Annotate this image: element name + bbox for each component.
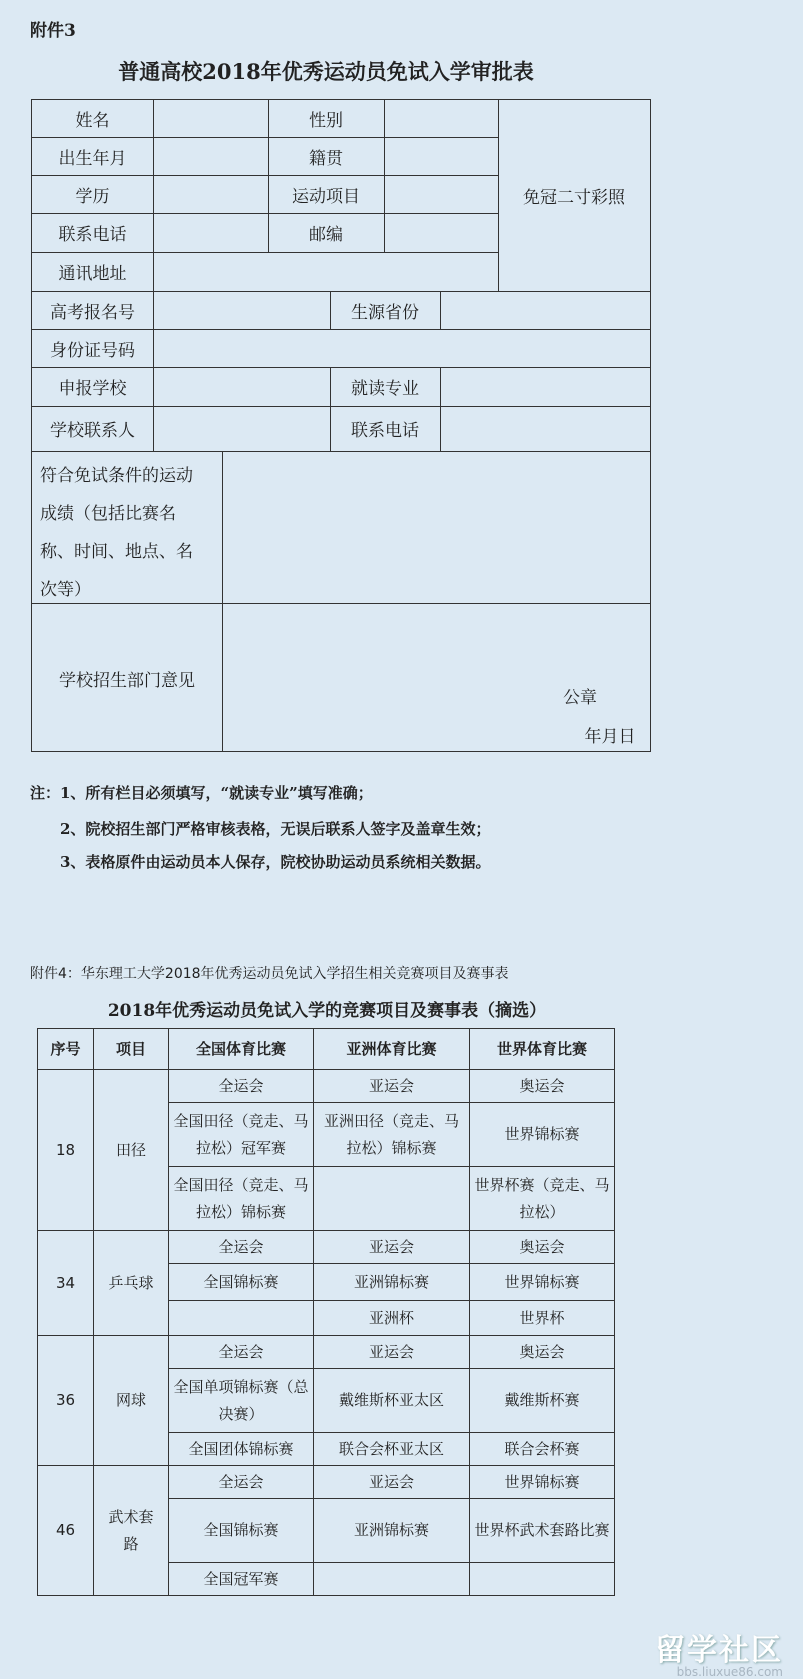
national-event: 全国锦标赛 (169, 1264, 314, 1301)
note-2: 2、院校招生部门严格审核表格，无误后联系人签字及盖章生效； (60, 820, 491, 838)
native-place-label: 籍贯 (309, 148, 343, 169)
national-event: 全运会 (169, 1466, 314, 1499)
note-1: 注：1、所有栏目必须填写，“就读专业”填写准确； (30, 784, 373, 802)
world-event: 戴维斯杯赛 (470, 1369, 615, 1433)
world-event: 世界锦标赛 (470, 1103, 615, 1167)
achievement-line: 成绩（包括比赛名 (40, 504, 176, 524)
approval-form-table (31, 99, 651, 752)
header-national: 全国体育比赛 (169, 1029, 314, 1070)
sport-name: 乒乓球 (94, 1231, 169, 1336)
world-event: 世界锦标赛 (470, 1466, 615, 1499)
note-3: 3、表格原件由运动员本人保存，院校协助运动员系统相关数据。 (60, 853, 491, 871)
national-event: 全国团体锦标赛 (169, 1433, 314, 1466)
apply-school-label: 申报学校 (58, 379, 127, 399)
photo-placeholder: 免冠二寸彩照 (523, 188, 625, 208)
form-title: 普通高校2018年优秀运动员免试入学审批表 (118, 59, 534, 84)
world-event: 世界锦标赛 (470, 1264, 615, 1301)
sport-name: 田径 (94, 1070, 169, 1231)
sport-name: 武术套路 (94, 1466, 169, 1596)
name-label: 姓名 (75, 111, 110, 131)
attachment-4-label: 附件4：华东理工大学2018年优秀运动员免试入学招生相关竞赛项目及赛事表 (30, 966, 509, 982)
header-no: 序号 (38, 1029, 94, 1070)
asian-event: 联合会杯亚太区 (314, 1433, 470, 1466)
national-event: 全国田径（竞走、马拉松）锦标赛 (169, 1167, 314, 1231)
asian-event: 亚运会 (314, 1466, 470, 1499)
world-event: 世界杯 (470, 1301, 615, 1336)
asian-event: 亚运会 (314, 1336, 470, 1369)
world-event: 奥运会 (470, 1231, 615, 1264)
asian-event: 亚洲锦标赛 (314, 1499, 470, 1563)
education-label: 学历 (75, 186, 110, 207)
asian-event (314, 1167, 470, 1231)
table-row (38, 1336, 615, 1369)
asian-event: 戴维斯杯亚太区 (314, 1369, 470, 1433)
header-world: 世界体育比赛 (470, 1029, 615, 1070)
table-row (38, 1070, 615, 1103)
world-event (470, 1563, 615, 1596)
asian-event: 亚洲田径（竞走、马拉松）锦标赛 (314, 1103, 470, 1167)
competition-table (37, 1028, 615, 1596)
sport-label: 运动项目 (292, 186, 360, 207)
national-event: 全国冠军赛 (169, 1563, 314, 1596)
table-row (38, 1231, 615, 1264)
achievement-label (40, 457, 220, 609)
source-province-label: 生源省份 (351, 302, 419, 323)
national-event: 全国单项锦标赛（总决赛） (169, 1369, 314, 1433)
phone-label: 联系电话 (58, 225, 127, 245)
national-event: 全运会 (169, 1231, 314, 1264)
achievement-line: 符合免试条件的运动 (40, 466, 193, 486)
national-event: 全国锦标赛 (169, 1499, 314, 1563)
gender-label: 性别 (309, 111, 343, 131)
sport-number: 36 (38, 1336, 94, 1466)
achievement-line: 次等） (40, 580, 91, 600)
asian-event: 亚洲锦标赛 (314, 1264, 470, 1301)
postcode-label: 邮编 (309, 225, 343, 245)
asian-event (314, 1563, 470, 1596)
sport-number: 18 (38, 1070, 94, 1231)
national-event: 全国田径（竞走、马拉松）冠军赛 (169, 1103, 314, 1167)
table-row (38, 1466, 615, 1499)
header-sport: 项目 (94, 1029, 169, 1070)
asian-event: 亚运会 (314, 1231, 470, 1264)
world-event: 世界杯武术套路比赛 (470, 1499, 615, 1563)
watermark (655, 1625, 783, 1679)
exam-no-label: 高考报名号 (50, 302, 135, 323)
school-contact-label: 学校联系人 (50, 421, 135, 441)
major-label: 就读专业 (351, 379, 419, 399)
contact-phone-label: 联系电话 (351, 421, 419, 441)
school-opinion-label: 学校招生部门意见 (59, 670, 195, 691)
sport-number: 34 (38, 1231, 94, 1336)
world-event: 奥运会 (470, 1336, 615, 1369)
competition-table-title: 2018年优秀运动员免试入学的竞赛项目及赛事表（摘选） (107, 1001, 547, 1021)
attachment-3-label: 附件3 (30, 21, 76, 41)
sport-number: 46 (38, 1466, 94, 1596)
seal-label: 公章 (563, 687, 597, 708)
birth-label: 出生年月 (58, 148, 127, 169)
header-asian: 亚洲体育比赛 (314, 1029, 470, 1070)
table-header-row (38, 1029, 615, 1070)
national-event: 全运会 (169, 1336, 314, 1369)
watermark-url: bbs.liuxue86.com (676, 1665, 783, 1679)
sport-name: 网球 (94, 1336, 169, 1466)
national-event (169, 1301, 314, 1336)
asian-event: 亚洲杯 (314, 1301, 470, 1336)
asian-event: 亚运会 (314, 1070, 470, 1103)
address-label: 通讯地址 (58, 264, 127, 284)
world-event: 联合会杯赛 (470, 1433, 615, 1466)
id-no-label: 身份证号码 (50, 340, 135, 361)
watermark-logo-text: 留学社区 (655, 1633, 783, 1668)
date-label: 年月日 (584, 726, 636, 747)
achievement-line: 称、时间、地点、名 (40, 542, 193, 562)
world-event: 奥运会 (470, 1070, 615, 1103)
national-event: 全运会 (169, 1070, 314, 1103)
world-event: 世界杯赛（竞走、马拉松） (470, 1167, 615, 1231)
